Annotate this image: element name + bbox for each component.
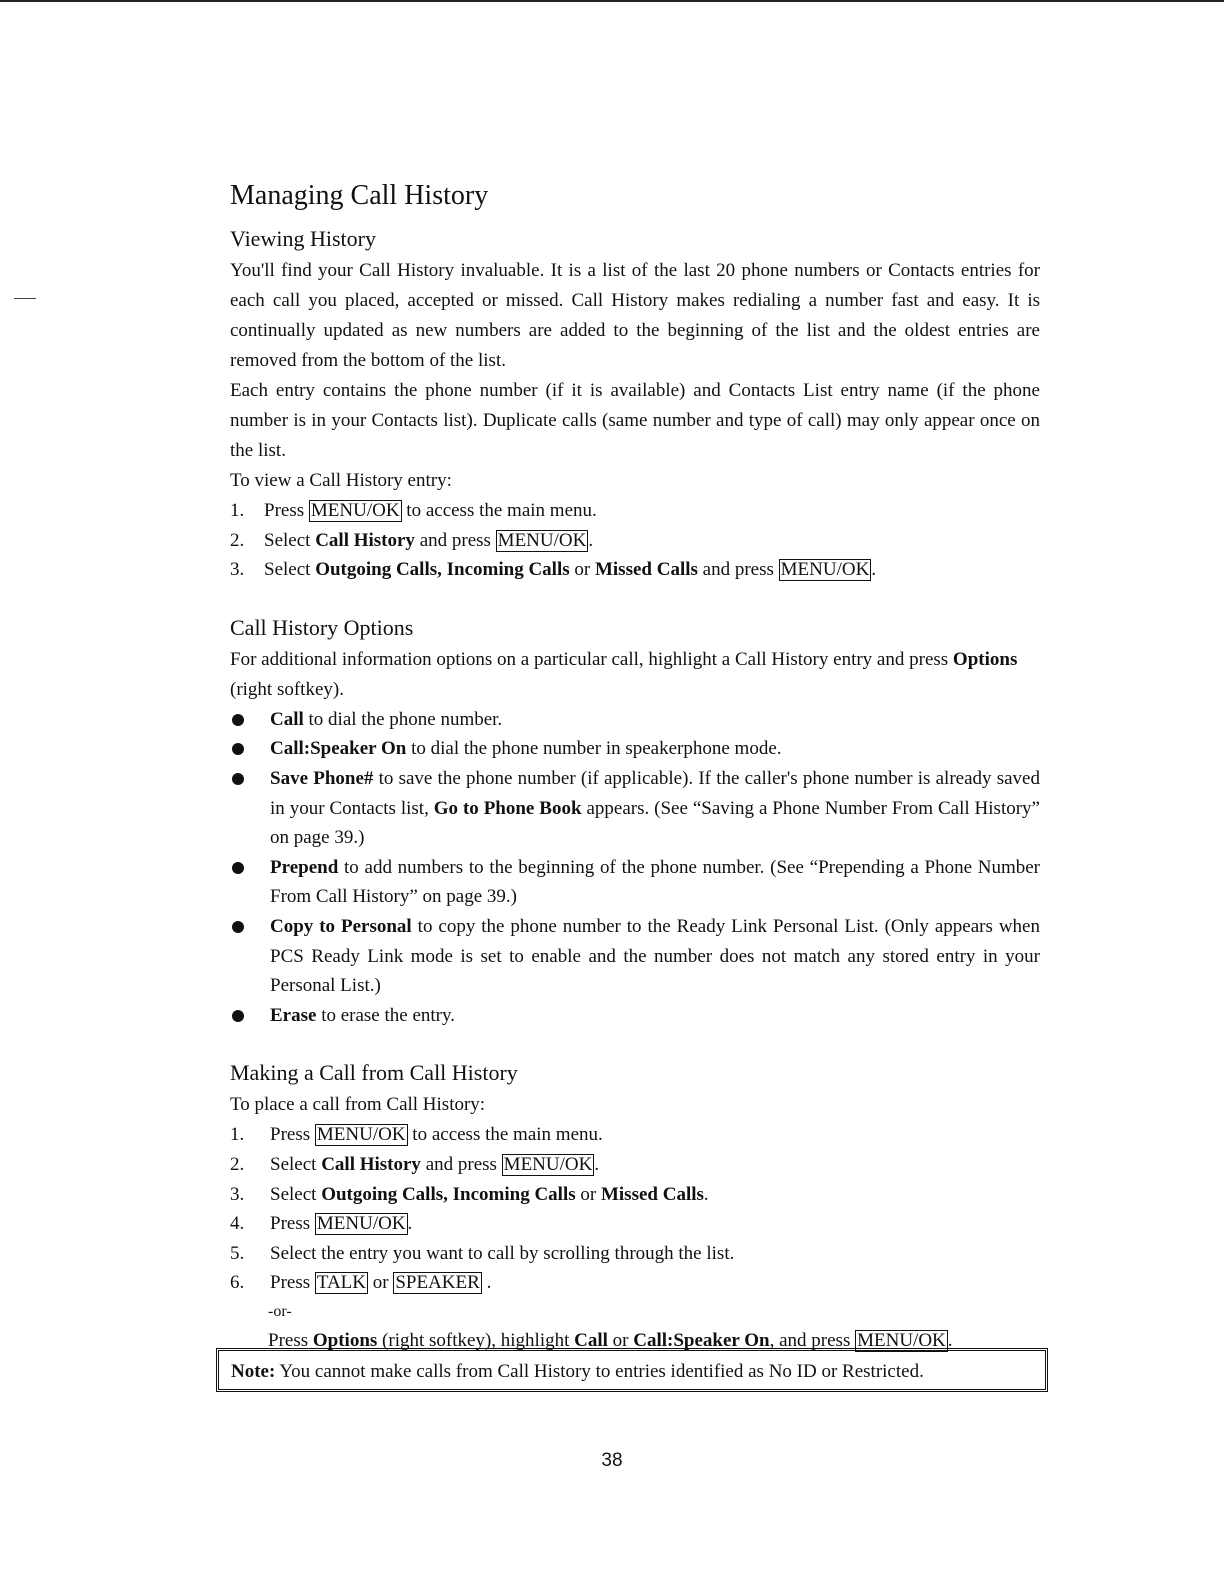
note-box: [216, 1348, 1048, 1392]
viewing-steps: [230, 496, 1040, 585]
speaker-key: SPEAKER: [395, 1272, 480, 1294]
list-item: 1. Press MENU/OK to access the main menu.: [230, 500, 597, 521]
list-item: 5. Select the entry you want to call by scrolling through the list.: [230, 1242, 735, 1264]
top-border: [0, 0, 1224, 2]
bullet-icon: [232, 773, 244, 785]
list-item: 1. Press MENU/OK to access the main menu.: [230, 1124, 603, 1146]
menu-ok-key: MENU/OK: [780, 559, 870, 581]
making-steps: [230, 1120, 1040, 1298]
list-item: Prepend to add numbers to the beginning of the phone number. (See “Prepending a Phone Number From Call History” on page 39.): [230, 853, 1040, 912]
page-number: 38: [601, 1450, 623, 1471]
list-item: 2. Select Call History and press MENU/OK .: [230, 1153, 600, 1175]
list-item: 6. Press TALK or SPEAKER .: [230, 1272, 492, 1294]
alternative-step: Press Options (right softkey), highlight Call or Call:Speaker On, and press MENU/OK .: [268, 1329, 953, 1351]
or-separator: -or-: [268, 1302, 292, 1320]
list-item: 2. Select Call History and press MENU/OK .: [230, 529, 594, 551]
viewing-intro: To view a Call History entry:: [230, 470, 452, 491]
bullet-icon: [232, 714, 244, 726]
making-intro: To place a call from Call History:: [230, 1094, 486, 1116]
viewing-paragraph-1: You'll find your Call History invaluable. It is a list of the last 20 phone numbers or Contacts entries for each call you placed, accepted or missed. Call History makes redialing a number fast and easy. It is continually updated as new numbers are added to the beginning of the list and the oldest entries are removed from the bottom of the list.: [230, 260, 1040, 371]
menu-ok-key: MENU/OK: [857, 1329, 946, 1351]
bullet-icon: [232, 862, 244, 874]
bullet-icon: [232, 743, 244, 755]
list-item: 4. Press MENU/OK .: [230, 1213, 413, 1235]
list-item: Erase to erase the entry.: [230, 1001, 1040, 1031]
list-item: Call:Speaker On to dial the phone number in speakerphone mode.: [230, 734, 1040, 764]
margin-mark: [14, 298, 36, 299]
options-list: [230, 705, 1040, 1031]
list-item: 3. Select Outgoing Calls, Incoming Calls or Missed Calls and press MENU/OK .: [230, 559, 877, 581]
page-title: Managing Call History: [230, 180, 489, 211]
menu-ok-key: MENU/OK: [497, 529, 587, 551]
menu-ok-key: MENU/OK: [316, 1124, 406, 1146]
options-heading: Call History Options: [230, 614, 414, 640]
page-content: [230, 180, 1040, 1355]
menu-ok-key: MENU/OK: [316, 1213, 406, 1235]
menu-ok-key: MENU/OK: [310, 500, 400, 521]
list-item: Call to dial the phone number.: [230, 705, 1040, 735]
note-label: Note:: [231, 1361, 276, 1382]
menu-ok-key: MENU/OK: [503, 1153, 593, 1175]
options-intro: For additional information options on a particular call, highlight a Call History entry and press Options (right softkey).: [230, 648, 1018, 700]
making-call-heading: Making a Call from Call History: [230, 1060, 518, 1086]
talk-key: TALK: [316, 1272, 367, 1294]
viewing-paragraph-2: Each entry contains the phone number (if it is available) and Contacts List entry name (if the phone number is in your Contacts list). Duplicate calls (same number and type of call) may only appear once on the list.: [230, 380, 1040, 461]
viewing-history-heading: Viewing History: [230, 226, 376, 251]
list-item: 3. Select Outgoing Calls, Incoming Calls or Missed Calls.: [230, 1183, 709, 1205]
bullet-icon: [232, 921, 244, 933]
bullet-icon: [232, 1010, 244, 1022]
list-item: Copy to Personal to copy the phone number to the Ready Link Personal List. (Only appears when PCS Ready Link mode is set to enable and the number does not match any stored entry in your Personal List.): [230, 912, 1040, 1001]
list-item: Save Phone# to save the phone number (if applicable). If the caller's phone number is already saved in your Contacts list, Go to Phone Book appears. (See “Saving a Phone Number From Call History” on page 39.): [230, 764, 1040, 853]
note-text: You cannot make calls from Call History to entries identified as No ID or Restricted.: [275, 1361, 924, 1382]
